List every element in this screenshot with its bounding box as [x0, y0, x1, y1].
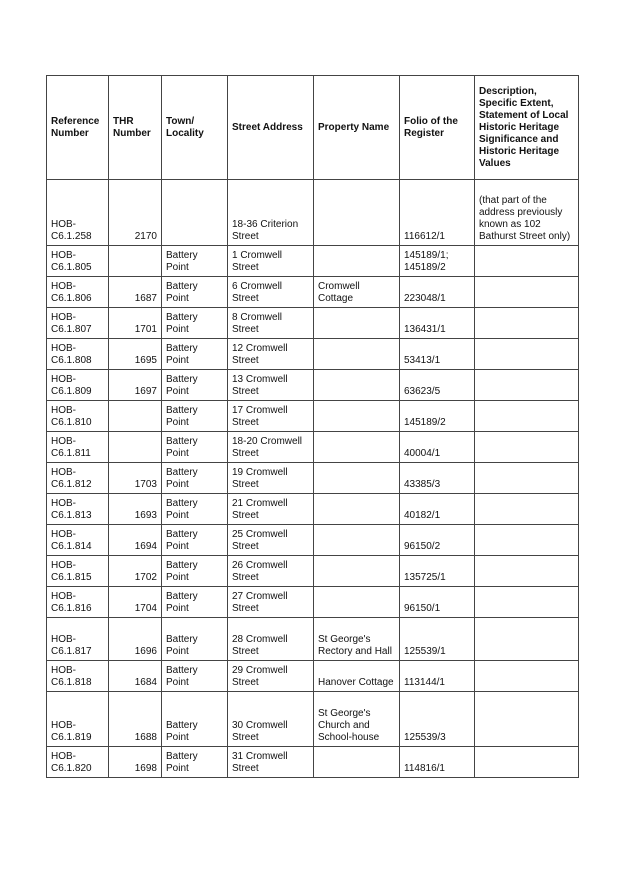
description-cell [475, 692, 579, 747]
header-property-name: Property Name [314, 76, 400, 180]
reference-number-cell: HOB-C6.1.811 [47, 432, 109, 463]
thr-number-cell: 1696 [109, 618, 162, 661]
description-cell [475, 661, 579, 692]
folio-cell: 96150/1 [400, 587, 475, 618]
property-name-cell [314, 494, 400, 525]
table-row [47, 747, 579, 778]
header-folio: Folio of the Register [400, 76, 475, 180]
reference-number-cell: HOB-C6.1.808 [47, 339, 109, 370]
table-row [47, 339, 579, 370]
description-cell [475, 463, 579, 494]
folio-cell: 96150/2 [400, 525, 475, 556]
table-row [47, 277, 579, 308]
street-address-cell: 31 Cromwell Street [228, 747, 314, 778]
reference-number-cell: HOB-C6.1.818 [47, 661, 109, 692]
reference-number-cell: HOB-C6.1.812 [47, 463, 109, 494]
folio-cell: 125539/1 [400, 618, 475, 661]
description-cell [475, 494, 579, 525]
property-name-cell [314, 180, 400, 246]
town-locality-cell: Battery Point [162, 618, 228, 661]
thr-number-cell: 1703 [109, 463, 162, 494]
description-cell [475, 277, 579, 308]
thr-number-cell: 1695 [109, 339, 162, 370]
property-name-cell [314, 308, 400, 339]
reference-number-cell: HOB-C6.1.815 [47, 556, 109, 587]
street-address-cell: 1 Cromwell Street [228, 246, 314, 277]
thr-number-cell: 1693 [109, 494, 162, 525]
heritage-register-table [46, 75, 579, 778]
property-name-cell: Hanover Cottage [314, 661, 400, 692]
thr-number-cell: 1704 [109, 587, 162, 618]
street-address-cell: 17 Cromwell Street [228, 401, 314, 432]
street-address-cell: 12 Cromwell Street [228, 339, 314, 370]
thr-number-cell: 2170 [109, 180, 162, 246]
property-name-cell [314, 401, 400, 432]
header-description: Description, Specific Extent, Statement of Local Historic Heritage Significance and Historic Heritage Values [475, 76, 579, 180]
folio-cell: 223048/1 [400, 277, 475, 308]
table-row [47, 525, 579, 556]
property-name-cell: St George's Rectory and Hall [314, 618, 400, 661]
table-row [47, 401, 579, 432]
street-address-cell: 26 Cromwell Street [228, 556, 314, 587]
thr-number-cell: 1698 [109, 747, 162, 778]
reference-number-cell: HOB-C6.1.809 [47, 370, 109, 401]
table-row [47, 556, 579, 587]
property-name-cell [314, 556, 400, 587]
thr-number-cell [109, 432, 162, 463]
folio-cell: 136431/1 [400, 308, 475, 339]
property-name-cell [314, 525, 400, 556]
header-street-address: Street Address [228, 76, 314, 180]
town-locality-cell: Battery Point [162, 432, 228, 463]
reference-number-cell: HOB-C6.1.806 [47, 277, 109, 308]
reference-number-cell: HOB-C6.1.805 [47, 246, 109, 277]
description-cell [475, 246, 579, 277]
street-address-cell: 19 Cromwell Street [228, 463, 314, 494]
property-name-cell [314, 339, 400, 370]
header-row [47, 76, 579, 180]
property-name-cell [314, 587, 400, 618]
description-cell [475, 587, 579, 618]
street-address-cell: 21 Cromwell Street [228, 494, 314, 525]
description-cell [475, 747, 579, 778]
street-address-cell: 28 Cromwell Street [228, 618, 314, 661]
street-address-cell: 27 Cromwell Street [228, 587, 314, 618]
description-cell: (that part of the address previously known as 102 Bathurst Street only) [475, 180, 579, 246]
folio-cell: 125539/3 [400, 692, 475, 747]
header-reference-number: Reference Number [47, 76, 109, 180]
description-cell [475, 432, 579, 463]
town-locality-cell: Battery Point [162, 525, 228, 556]
description-cell [475, 339, 579, 370]
table-row [47, 692, 579, 747]
street-address-cell: 8 Cromwell Street [228, 308, 314, 339]
description-cell [475, 525, 579, 556]
street-address-cell: 13 Cromwell Street [228, 370, 314, 401]
table-row [47, 618, 579, 661]
thr-number-cell [109, 246, 162, 277]
street-address-cell: 6 Cromwell Street [228, 277, 314, 308]
folio-cell: 40004/1 [400, 432, 475, 463]
description-cell [475, 556, 579, 587]
table-body [47, 180, 579, 778]
description-cell [475, 370, 579, 401]
thr-number-cell: 1694 [109, 525, 162, 556]
table-row [47, 246, 579, 277]
description-cell [475, 308, 579, 339]
reference-number-cell: HOB-C6.1.817 [47, 618, 109, 661]
header-thr-number: THR Number [109, 76, 162, 180]
folio-cell: 116612/1 [400, 180, 475, 246]
description-cell [475, 618, 579, 661]
header-town-locality: Town/ Locality [162, 76, 228, 180]
thr-number-cell [109, 401, 162, 432]
folio-cell: 135725/1 [400, 556, 475, 587]
street-address-cell: 30 Cromwell Street [228, 692, 314, 747]
thr-number-cell: 1688 [109, 692, 162, 747]
table-row [47, 494, 579, 525]
town-locality-cell: Battery Point [162, 339, 228, 370]
folio-cell: 145189/2 [400, 401, 475, 432]
description-cell [475, 401, 579, 432]
town-locality-cell: Battery Point [162, 747, 228, 778]
reference-number-cell: HOB-C6.1.810 [47, 401, 109, 432]
property-name-cell [314, 370, 400, 401]
folio-cell: 53413/1 [400, 339, 475, 370]
reference-number-cell: HOB-C6.1.820 [47, 747, 109, 778]
town-locality-cell: Battery Point [162, 494, 228, 525]
table-row [47, 370, 579, 401]
table-row [47, 432, 579, 463]
street-address-cell: 18-20 Cromwell Street [228, 432, 314, 463]
town-locality-cell: Battery Point [162, 556, 228, 587]
thr-number-cell: 1702 [109, 556, 162, 587]
folio-cell: 43385/3 [400, 463, 475, 494]
property-name-cell: St George's Church and School-house [314, 692, 400, 747]
town-locality-cell: Battery Point [162, 308, 228, 339]
town-locality-cell: Battery Point [162, 246, 228, 277]
street-address-cell: 29 Cromwell Street [228, 661, 314, 692]
town-locality-cell: Battery Point [162, 692, 228, 747]
folio-cell: 114816/1 [400, 747, 475, 778]
reference-number-cell: HOB-C6.1.813 [47, 494, 109, 525]
table-row [47, 463, 579, 494]
reference-number-cell: HOB-C6.1.819 [47, 692, 109, 747]
property-name-cell [314, 747, 400, 778]
folio-cell: 113144/1 [400, 661, 475, 692]
folio-cell: 63623/5 [400, 370, 475, 401]
town-locality-cell: Battery Point [162, 587, 228, 618]
reference-number-cell: HOB-C6.1.258 [47, 180, 109, 246]
table-row [47, 661, 579, 692]
property-name-cell [314, 463, 400, 494]
thr-number-cell: 1697 [109, 370, 162, 401]
property-name-cell [314, 246, 400, 277]
property-name-cell [314, 432, 400, 463]
reference-number-cell: HOB-C6.1.816 [47, 587, 109, 618]
town-locality-cell: Battery Point [162, 463, 228, 494]
folio-cell: 145189/1; 145189/2 [400, 246, 475, 277]
thr-number-cell: 1684 [109, 661, 162, 692]
street-address-cell: 25 Cromwell Street [228, 525, 314, 556]
reference-number-cell: HOB-C6.1.807 [47, 308, 109, 339]
table-row [47, 587, 579, 618]
thr-number-cell: 1701 [109, 308, 162, 339]
thr-number-cell: 1687 [109, 277, 162, 308]
town-locality-cell: Battery Point [162, 661, 228, 692]
reference-number-cell: HOB-C6.1.814 [47, 525, 109, 556]
table-row [47, 180, 579, 246]
town-locality-cell: Battery Point [162, 277, 228, 308]
street-address-cell: 18-36 Criterion Street [228, 180, 314, 246]
town-locality-cell: Battery Point [162, 401, 228, 432]
town-locality-cell [162, 180, 228, 246]
folio-cell: 40182/1 [400, 494, 475, 525]
town-locality-cell: Battery Point [162, 370, 228, 401]
property-name-cell: Cromwell Cottage [314, 277, 400, 308]
table-row [47, 308, 579, 339]
